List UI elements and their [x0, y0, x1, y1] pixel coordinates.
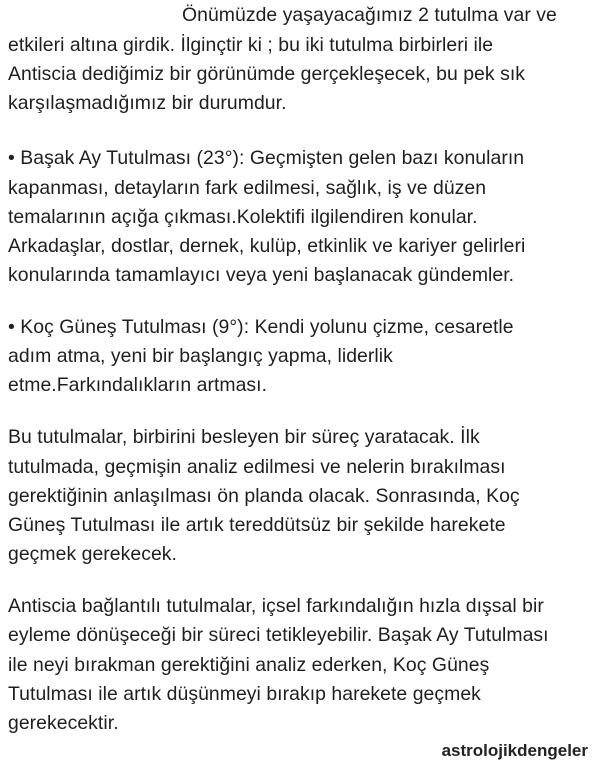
process-line-1: Bu tutulmalar, birbirini besleyen bir süreç yaratacak. İlk	[8, 426, 480, 448]
basak-line-1: • Başak Ay Tutulması (23°): Geçmişten gelen bazı konuların	[8, 147, 525, 169]
antiscia-line-3: ile neyi bırakman gerektiğini analiz ederken, Koç Güneş	[8, 654, 490, 676]
author-signature: astrolojikdengeler	[441, 741, 588, 760]
koc-line-3: etme.Farkındalıkların artması.	[8, 374, 268, 396]
antiscia-line-4: Tutulması ile artık düşünmeyi bırakıp harekete geçmek	[8, 683, 481, 705]
basak-line-4: Arkadaşlar, dostlar, dernek, kulüp, etkinlik ve kariyer gelirleri	[8, 235, 526, 257]
antiscia-line-5: gerekecektir.	[8, 712, 119, 734]
intro-line-4: karşılaşmadığımız bir durumdur.	[8, 92, 287, 114]
process-line-3: gerektiğinin anlaşılması ön planda olacak. Sonrasında, Koç	[8, 485, 520, 507]
intro-line-1: Önümüzde yaşayacağımız 2 tutulma var ve	[182, 4, 557, 26]
koc-line-2: adım atma, yeni bir başlangıç yapma, liderlik	[8, 345, 393, 367]
process-line-5: geçmek gerekecek.	[8, 543, 177, 565]
basak-line-3: temalarının açığa çıkması.Kolektifi ilgilendiren konular.	[8, 206, 478, 228]
antiscia-line-1: Antiscia bağlantılı tutulmalar, içsel farkındalığın hızla dışsal bir	[8, 595, 544, 617]
intro-line-3: Antiscia dediğimiz bir görünümde gerçekleşecek, bu pek sık	[8, 63, 526, 85]
process-line-4: Güneş Tutulması ile artık tereddütsüz bir şekilde harekete	[8, 514, 506, 536]
process-line-2: tutulmada, geçmişin analiz edilmesi ve nelerin bırakılması	[8, 456, 506, 478]
antiscia-line-2: eyleme dönüşeceği bir süreci tetikleyebilir. Başak Ay Tutulması	[8, 624, 549, 646]
basak-line-5: konularında tamamlayıcı veya yeni başlanacak gündemler.	[8, 264, 515, 286]
basak-line-2: kapanması, detayların fark edilmesi, sağlık, iş ve düzen	[8, 177, 487, 199]
koc-line-1: • Koç Güneş Tutulması (9°): Kendi yolunu çizme, cesaretle	[8, 316, 514, 338]
intro-line-2: etkileri altına girdik. İlginçtir ki ; bu iki tutulma birbirleri ile	[8, 34, 494, 56]
